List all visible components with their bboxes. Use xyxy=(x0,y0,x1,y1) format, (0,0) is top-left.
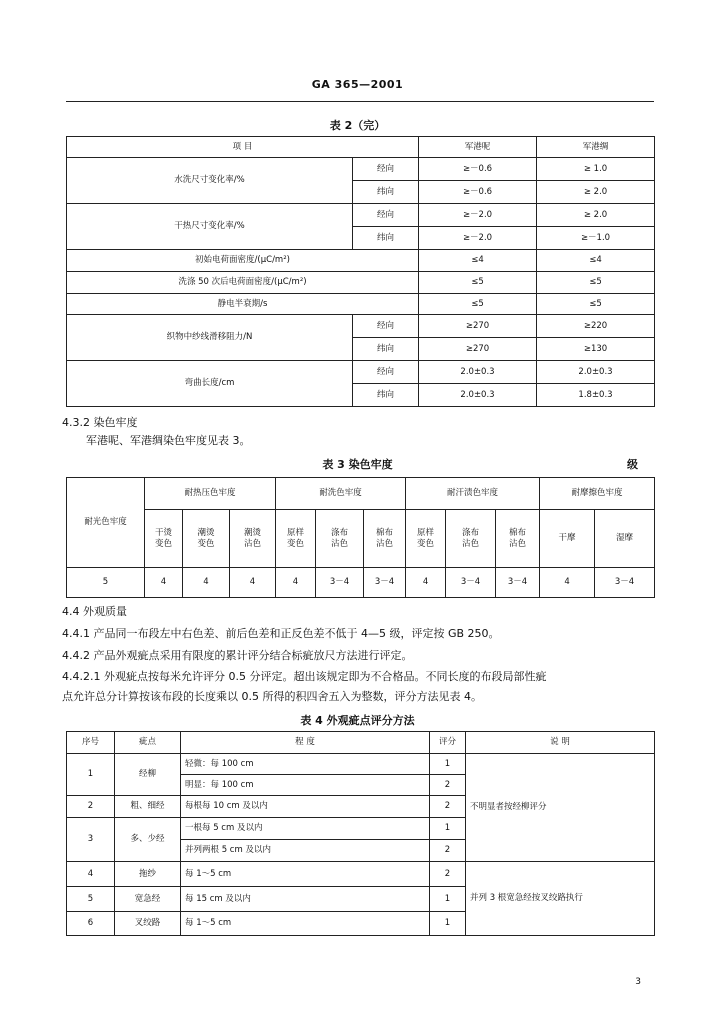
table2-dir: 经向 xyxy=(353,315,419,338)
table3-value: 4 xyxy=(406,568,446,598)
table2-value: ≥130 xyxy=(537,338,655,361)
table2-value: 1.8±0.3 xyxy=(537,384,655,407)
table3-subhead xyxy=(316,510,364,568)
table2-item: 静电半衰期/s xyxy=(67,294,419,315)
header-rule xyxy=(66,101,654,102)
table3-group: 耐洗色牢度 xyxy=(276,478,406,510)
table3-subhead-l2: 变色 xyxy=(154,538,172,549)
table4-head: 说 明 xyxy=(466,732,655,754)
table4-degree: 每根每 10 cm 及以内 xyxy=(181,796,430,818)
table2-value: ≥－2.0 xyxy=(419,227,537,250)
table3-subhead-l2: 变色 xyxy=(286,538,304,549)
table4-note: 不明显者按经柳评分 xyxy=(466,754,655,862)
section-4-4-2: 4.4.2 产品外观疵点采用有限度的累计评分结合标疵放尺方法进行评定。 xyxy=(62,649,413,662)
table4-score: 2 xyxy=(430,775,466,796)
table4-degree: 明显：每 100 cm xyxy=(181,775,430,796)
table2-item: 干热尺寸变化率/% xyxy=(67,204,353,250)
table2-item: 水洗尺寸变化率/% xyxy=(67,158,353,204)
table3-subhead-l1: 原样 xyxy=(417,528,435,539)
table2-dir: 纬向 xyxy=(353,181,419,204)
table3-subhead-l2: 沾色 xyxy=(462,538,480,549)
table4-head: 疵点 xyxy=(115,732,181,754)
table4-defect: 叉绞路 xyxy=(115,912,181,936)
table2-dir: 纬向 xyxy=(353,338,419,361)
table4-no: 4 xyxy=(67,862,115,887)
table2-value: ≥220 xyxy=(537,315,655,338)
table3-caption: 表 3 染色牢度 xyxy=(322,458,393,471)
table4-degree: 一根每 5 cm 及以内 xyxy=(181,818,430,840)
table2-item: 织物中纱线滑移阻力/N xyxy=(67,315,353,361)
table2-dir: 纬向 xyxy=(353,384,419,407)
table3-subhead xyxy=(230,510,276,568)
table2-value: ≥－0.6 xyxy=(419,158,537,181)
table2-head-col2: 军港绸 xyxy=(537,137,655,158)
table4 xyxy=(66,731,655,936)
table4-score: 2 xyxy=(430,862,466,887)
table3-subhead xyxy=(406,510,446,568)
table2-value: ≥ 1.0 xyxy=(537,158,655,181)
table3-value: 4 xyxy=(276,568,316,598)
table4-no: 6 xyxy=(67,912,115,936)
table4-no: 3 xyxy=(67,818,115,862)
table2-caption: 表 2（完） xyxy=(329,119,386,132)
table3-unit: 级 xyxy=(627,458,638,471)
section-4-3-2-text: 军港呢、军港绸染色牢度见表 3。 xyxy=(86,434,251,447)
table4-defect: 宽急经 xyxy=(115,887,181,912)
table4-no: 1 xyxy=(67,754,115,796)
table3-col-light: 耐光色牢度 xyxy=(67,478,145,568)
table3-group: 耐摩擦色牢度 xyxy=(540,478,655,510)
table3-subhead-l2: 变色 xyxy=(197,538,215,549)
table2-value: ≥270 xyxy=(419,315,537,338)
table3-value: 3－4 xyxy=(446,568,496,598)
table4-note: 并列 3 根宽急经按叉绞路执行 xyxy=(466,862,655,936)
table4-defect: 拖纱 xyxy=(115,862,181,887)
table3-subhead-l1: 棉布 xyxy=(376,528,394,539)
table4-degree: 并列两根 5 cm 及以内 xyxy=(181,840,430,862)
table2-item: 初始电荷面密度/(μC/m²) xyxy=(67,250,419,272)
table3-subhead xyxy=(145,510,183,568)
table4-defect: 多、少经 xyxy=(115,818,181,862)
table4-degree: 每 1～5 cm xyxy=(181,862,430,887)
table3-value: 3－4 xyxy=(496,568,540,598)
section-4-4-2-1-cont: 点允许总分计算按该布段的长度乘以 0.5 所得的积四舍五入为整数，评分方法见表 4。 xyxy=(62,690,482,703)
table2-value: ≥－1.0 xyxy=(537,227,655,250)
table3-subhead-l1: 潮烫 xyxy=(243,528,261,539)
table2-value: ≤4 xyxy=(537,250,655,272)
table3-group: 耐汗渍色牢度 xyxy=(406,478,540,510)
table3-subhead: 干摩 xyxy=(540,510,595,568)
section-4-4-1: 4.4.1 产品同一布段左中右色差、前后色差和正反色差不低于 4—5 级，评定按 GB 250。 xyxy=(62,627,500,640)
table3-value: 3－4 xyxy=(364,568,406,598)
page-number: 3 xyxy=(635,977,641,987)
table2-dir: 经向 xyxy=(353,204,419,227)
table4-no: 5 xyxy=(67,887,115,912)
table2-value: ≥ 2.0 xyxy=(537,181,655,204)
table3-subhead-l1: 涤布 xyxy=(462,528,480,539)
table3-subhead-l1: 棉布 xyxy=(509,528,527,539)
table4-defect: 粗、细经 xyxy=(115,796,181,818)
table4-score: 2 xyxy=(430,840,466,862)
table2 xyxy=(66,136,655,407)
table3-subhead-l1: 干烫 xyxy=(154,528,172,539)
table2-value: 2.0±0.3 xyxy=(537,361,655,384)
table4-score: 1 xyxy=(430,754,466,775)
table3-subhead xyxy=(276,510,316,568)
section-4-4-2-1: 4.4.2.1 外观疵点按每米允许评分 0.5 分评定。超出该规定即为不合格品。不同长度的布段局部性疵 xyxy=(62,670,547,683)
table4-caption: 表 4 外观疵点评分方法 xyxy=(300,714,415,727)
table4-head: 序号 xyxy=(67,732,115,754)
table4-score: 1 xyxy=(430,887,466,912)
table2-value: ≥－0.6 xyxy=(419,181,537,204)
table3-value: 5 xyxy=(67,568,145,598)
table3-subhead xyxy=(364,510,406,568)
table3-subhead-l2: 沾色 xyxy=(330,538,348,549)
table3-subhead-l1: 涤布 xyxy=(330,528,348,539)
table3 xyxy=(66,477,655,598)
table3-value: 4 xyxy=(540,568,595,598)
table3-subhead xyxy=(446,510,496,568)
table2-item: 弯曲长度/cm xyxy=(67,361,353,407)
table4-degree: 每 1～5 cm xyxy=(181,912,430,936)
table3-subhead: 湿摩 xyxy=(595,510,655,568)
table3-group: 耐热压色牢度 xyxy=(145,478,276,510)
table2-dir: 纬向 xyxy=(353,227,419,250)
table3-subhead-l2: 沾色 xyxy=(243,538,261,549)
table2-item: 洗涤 50 次后电荷面密度/(μC/m²) xyxy=(67,272,419,294)
table3-subhead-l1: 潮烫 xyxy=(197,528,215,539)
table4-defect: 经柳 xyxy=(115,754,181,796)
table3-subhead-l2: 变色 xyxy=(417,538,435,549)
table2-dir: 经向 xyxy=(353,361,419,384)
table4-head: 评分 xyxy=(430,732,466,754)
table2-dir: 经向 xyxy=(353,158,419,181)
table3-subhead xyxy=(496,510,540,568)
standard-number: GA 365—2001 xyxy=(311,78,404,91)
table3-subhead-l1: 原样 xyxy=(286,528,304,539)
table2-value: ≥270 xyxy=(419,338,537,361)
table2-value: ≤4 xyxy=(419,250,537,272)
table2-value: ≥－2.0 xyxy=(419,204,537,227)
table2-head-item: 项 目 xyxy=(67,137,419,158)
table3-subhead xyxy=(183,510,230,568)
table2-value: ≥ 2.0 xyxy=(537,204,655,227)
table4-score: 1 xyxy=(430,818,466,840)
table3-value: 3－4 xyxy=(595,568,655,598)
table4-no: 2 xyxy=(67,796,115,818)
table2-value: 2.0±0.3 xyxy=(419,361,537,384)
table4-score: 1 xyxy=(430,912,466,936)
table4-score: 2 xyxy=(430,796,466,818)
table3-value: 4 xyxy=(145,568,183,598)
table2-value: ≤5 xyxy=(537,294,655,315)
table4-degree: 轻微：每 100 cm xyxy=(181,754,430,775)
table4-degree: 每 15 cm 及以内 xyxy=(181,887,430,912)
table2-head-col1: 军港呢 xyxy=(419,137,537,158)
section-4-3-2-title: 4.3.2 染色牢度 xyxy=(62,416,138,429)
table4-head: 程 度 xyxy=(181,732,430,754)
table3-value: 3－4 xyxy=(316,568,364,598)
table2-value: ≤5 xyxy=(419,272,537,294)
table3-subhead-l2: 沾色 xyxy=(509,538,527,549)
table3-subhead-l2: 沾色 xyxy=(376,538,394,549)
table2-value: 2.0±0.3 xyxy=(419,384,537,407)
table3-value: 4 xyxy=(230,568,276,598)
table3-value: 4 xyxy=(183,568,230,598)
table2-value: ≤5 xyxy=(419,294,537,315)
table2-value: ≤5 xyxy=(537,272,655,294)
section-4-4-title: 4.4 外观质量 xyxy=(62,605,127,618)
